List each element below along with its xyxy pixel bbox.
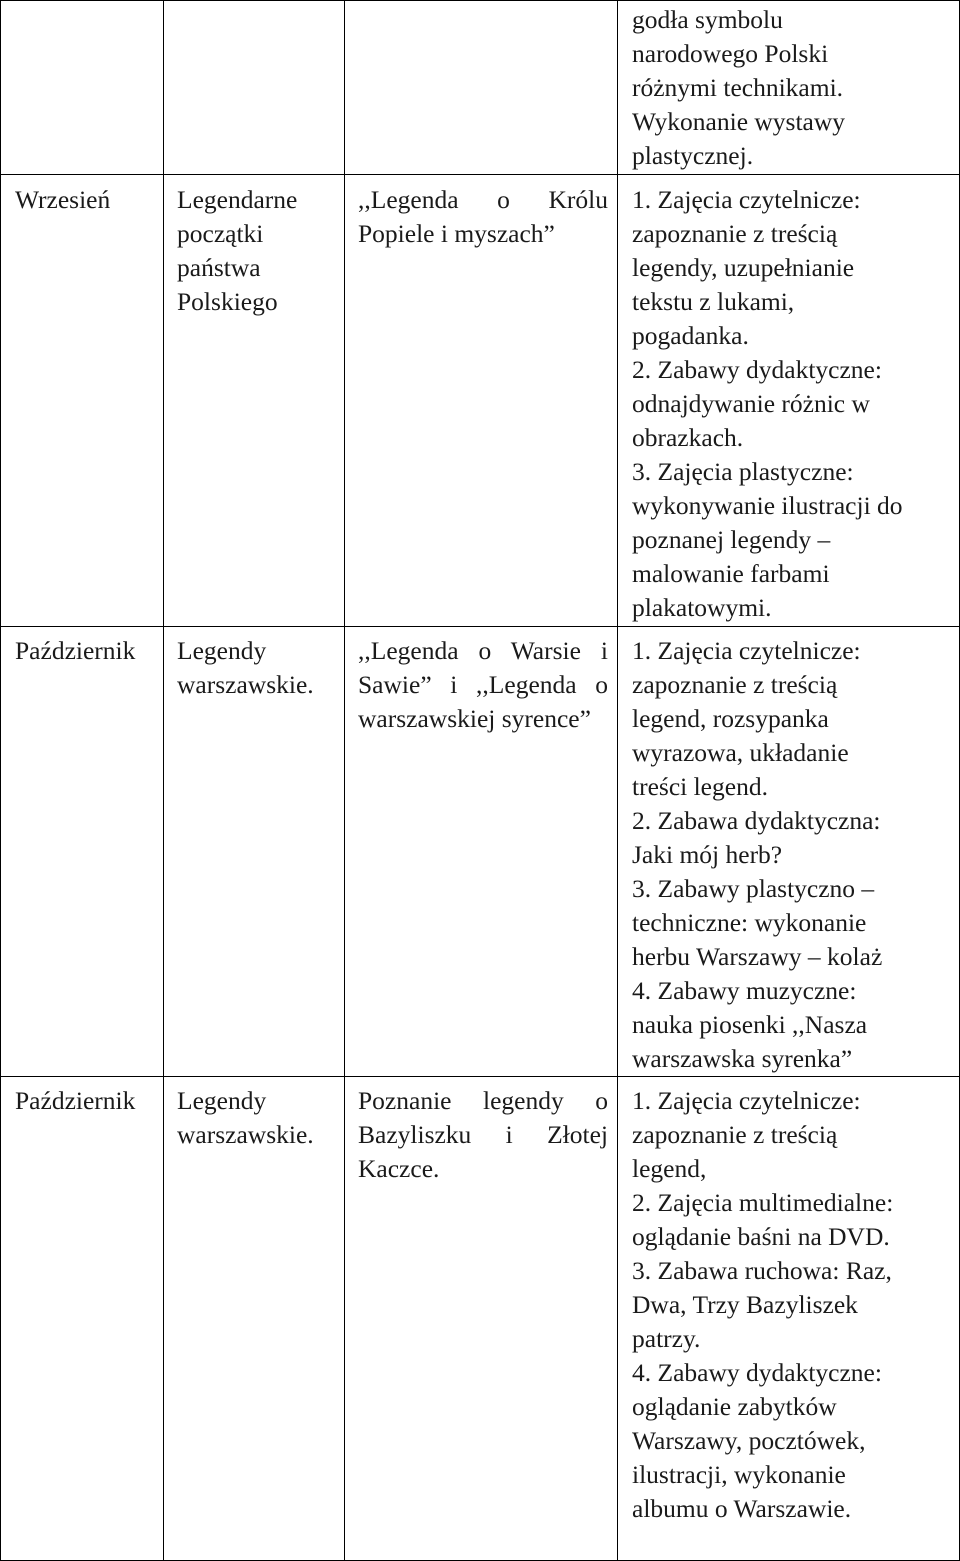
- activity-line: patrzy.: [632, 1324, 701, 1353]
- month-cell: Październik: [1, 627, 164, 1077]
- table-row: [1, 627, 960, 1077]
- table-row: [1, 1, 960, 175]
- activity-line: różnymi technikami.: [632, 73, 844, 102]
- title-cell: ,,Legenda o Królu Popiele i myszach”: [345, 175, 618, 627]
- month-cell: Wrzesień: [1, 175, 164, 627]
- table-row: [1, 175, 960, 627]
- activity-line: obrazkach.: [632, 423, 744, 452]
- activity-line: Dwa, Trzy Bazyliszek: [632, 1290, 858, 1319]
- activity-line: 3. Zabawy plastyczno –: [632, 874, 875, 903]
- activity-line: legend,: [632, 1154, 707, 1183]
- topic-cell: Legendarne początki państwa Polskiego: [164, 175, 345, 627]
- activity-line: plakatowymi.: [632, 593, 772, 622]
- activity-line: godła symbolu: [632, 5, 783, 34]
- activity-line: legendy, uzupełnianie: [632, 253, 855, 282]
- month-cell: [1, 1, 164, 175]
- activity-line: 3. Zabawa ruchowa: Raz,: [632, 1256, 892, 1285]
- activity-line: 2. Zajęcia multimedialne:: [632, 1188, 894, 1217]
- activity-line: 4. Zabawy dydaktyczne:: [632, 1358, 882, 1387]
- activity-line: 1. Zajęcia czytelnicze:: [632, 636, 861, 665]
- activity-line: albumu o Warszawie.: [632, 1494, 852, 1523]
- activity-line: 2. Zabawy dydaktyczne:: [632, 355, 882, 384]
- activities-cell: [618, 175, 960, 627]
- activity-line: oglądanie zabytków: [632, 1392, 837, 1421]
- activity-line: 2. Zabawa dydaktyczna:: [632, 806, 881, 835]
- activity-line: wyrazowa, układanie: [632, 738, 849, 767]
- activity-line: treści legend.: [632, 772, 768, 801]
- title-cell: Poznanie legendy o Bazyliszku i Złotej Kaczce.: [345, 1077, 618, 1561]
- activity-line: 4. Zabawy muzyczne:: [632, 976, 857, 1005]
- activity-line: poznanej legendy –: [632, 525, 831, 554]
- activity-line: wykonywanie ilustracji do: [632, 491, 903, 520]
- table-row: [1, 1077, 960, 1561]
- activities-cell: [618, 627, 960, 1077]
- activity-line: narodowego Polski: [632, 39, 829, 68]
- activity-line: warszawska syrenka”: [632, 1044, 853, 1073]
- topic-cell: [164, 1, 345, 175]
- topic-cell: Legendy warszawskie.: [164, 627, 345, 1077]
- activity-line: herbu Warszawy – kolaż: [632, 942, 883, 971]
- activity-line: nauka piosenki ,,Nasza: [632, 1010, 868, 1039]
- activity-line: Jaki mój herb?: [632, 840, 783, 869]
- activities-cell: [618, 1, 960, 175]
- activity-line: tekstu z lukami,: [632, 287, 795, 316]
- activity-line: malowanie farbami: [632, 559, 830, 588]
- activity-line: legend, rozsypanka: [632, 704, 829, 733]
- activity-line: techniczne: wykonanie: [632, 908, 867, 937]
- activity-line: Warszawy, pocztówek,: [632, 1426, 866, 1455]
- topic-cell: Legendy warszawskie.: [164, 1077, 345, 1561]
- activity-line: oglądanie baśni na DVD.: [632, 1222, 890, 1251]
- activity-line: plastycznej.: [632, 141, 754, 170]
- activity-line: 3. Zajęcia plastyczne:: [632, 457, 854, 486]
- activity-line: odnajdywanie różnic w: [632, 389, 870, 418]
- month-cell: Październik: [1, 1077, 164, 1561]
- activity-line: zapoznanie z treścią: [632, 670, 838, 699]
- activity-line: zapoznanie z treścią: [632, 219, 838, 248]
- activity-line: 1. Zajęcia czytelnicze:: [632, 1086, 861, 1115]
- title-cell: ,,Legenda o Warsie i Sawie” i ,,Legenda o warszawskiej syrence”: [345, 627, 618, 1077]
- title-cell: [345, 1, 618, 175]
- activity-line: ilustracji, wykonanie: [632, 1460, 846, 1489]
- activity-line: Wykonanie wystawy: [632, 107, 846, 136]
- activities-cell: [618, 1077, 960, 1561]
- activity-line: pogadanka.: [632, 321, 749, 350]
- activity-line: 1. Zajęcia czytelnicze:: [632, 185, 861, 214]
- activity-line: zapoznanie z treścią: [632, 1120, 838, 1149]
